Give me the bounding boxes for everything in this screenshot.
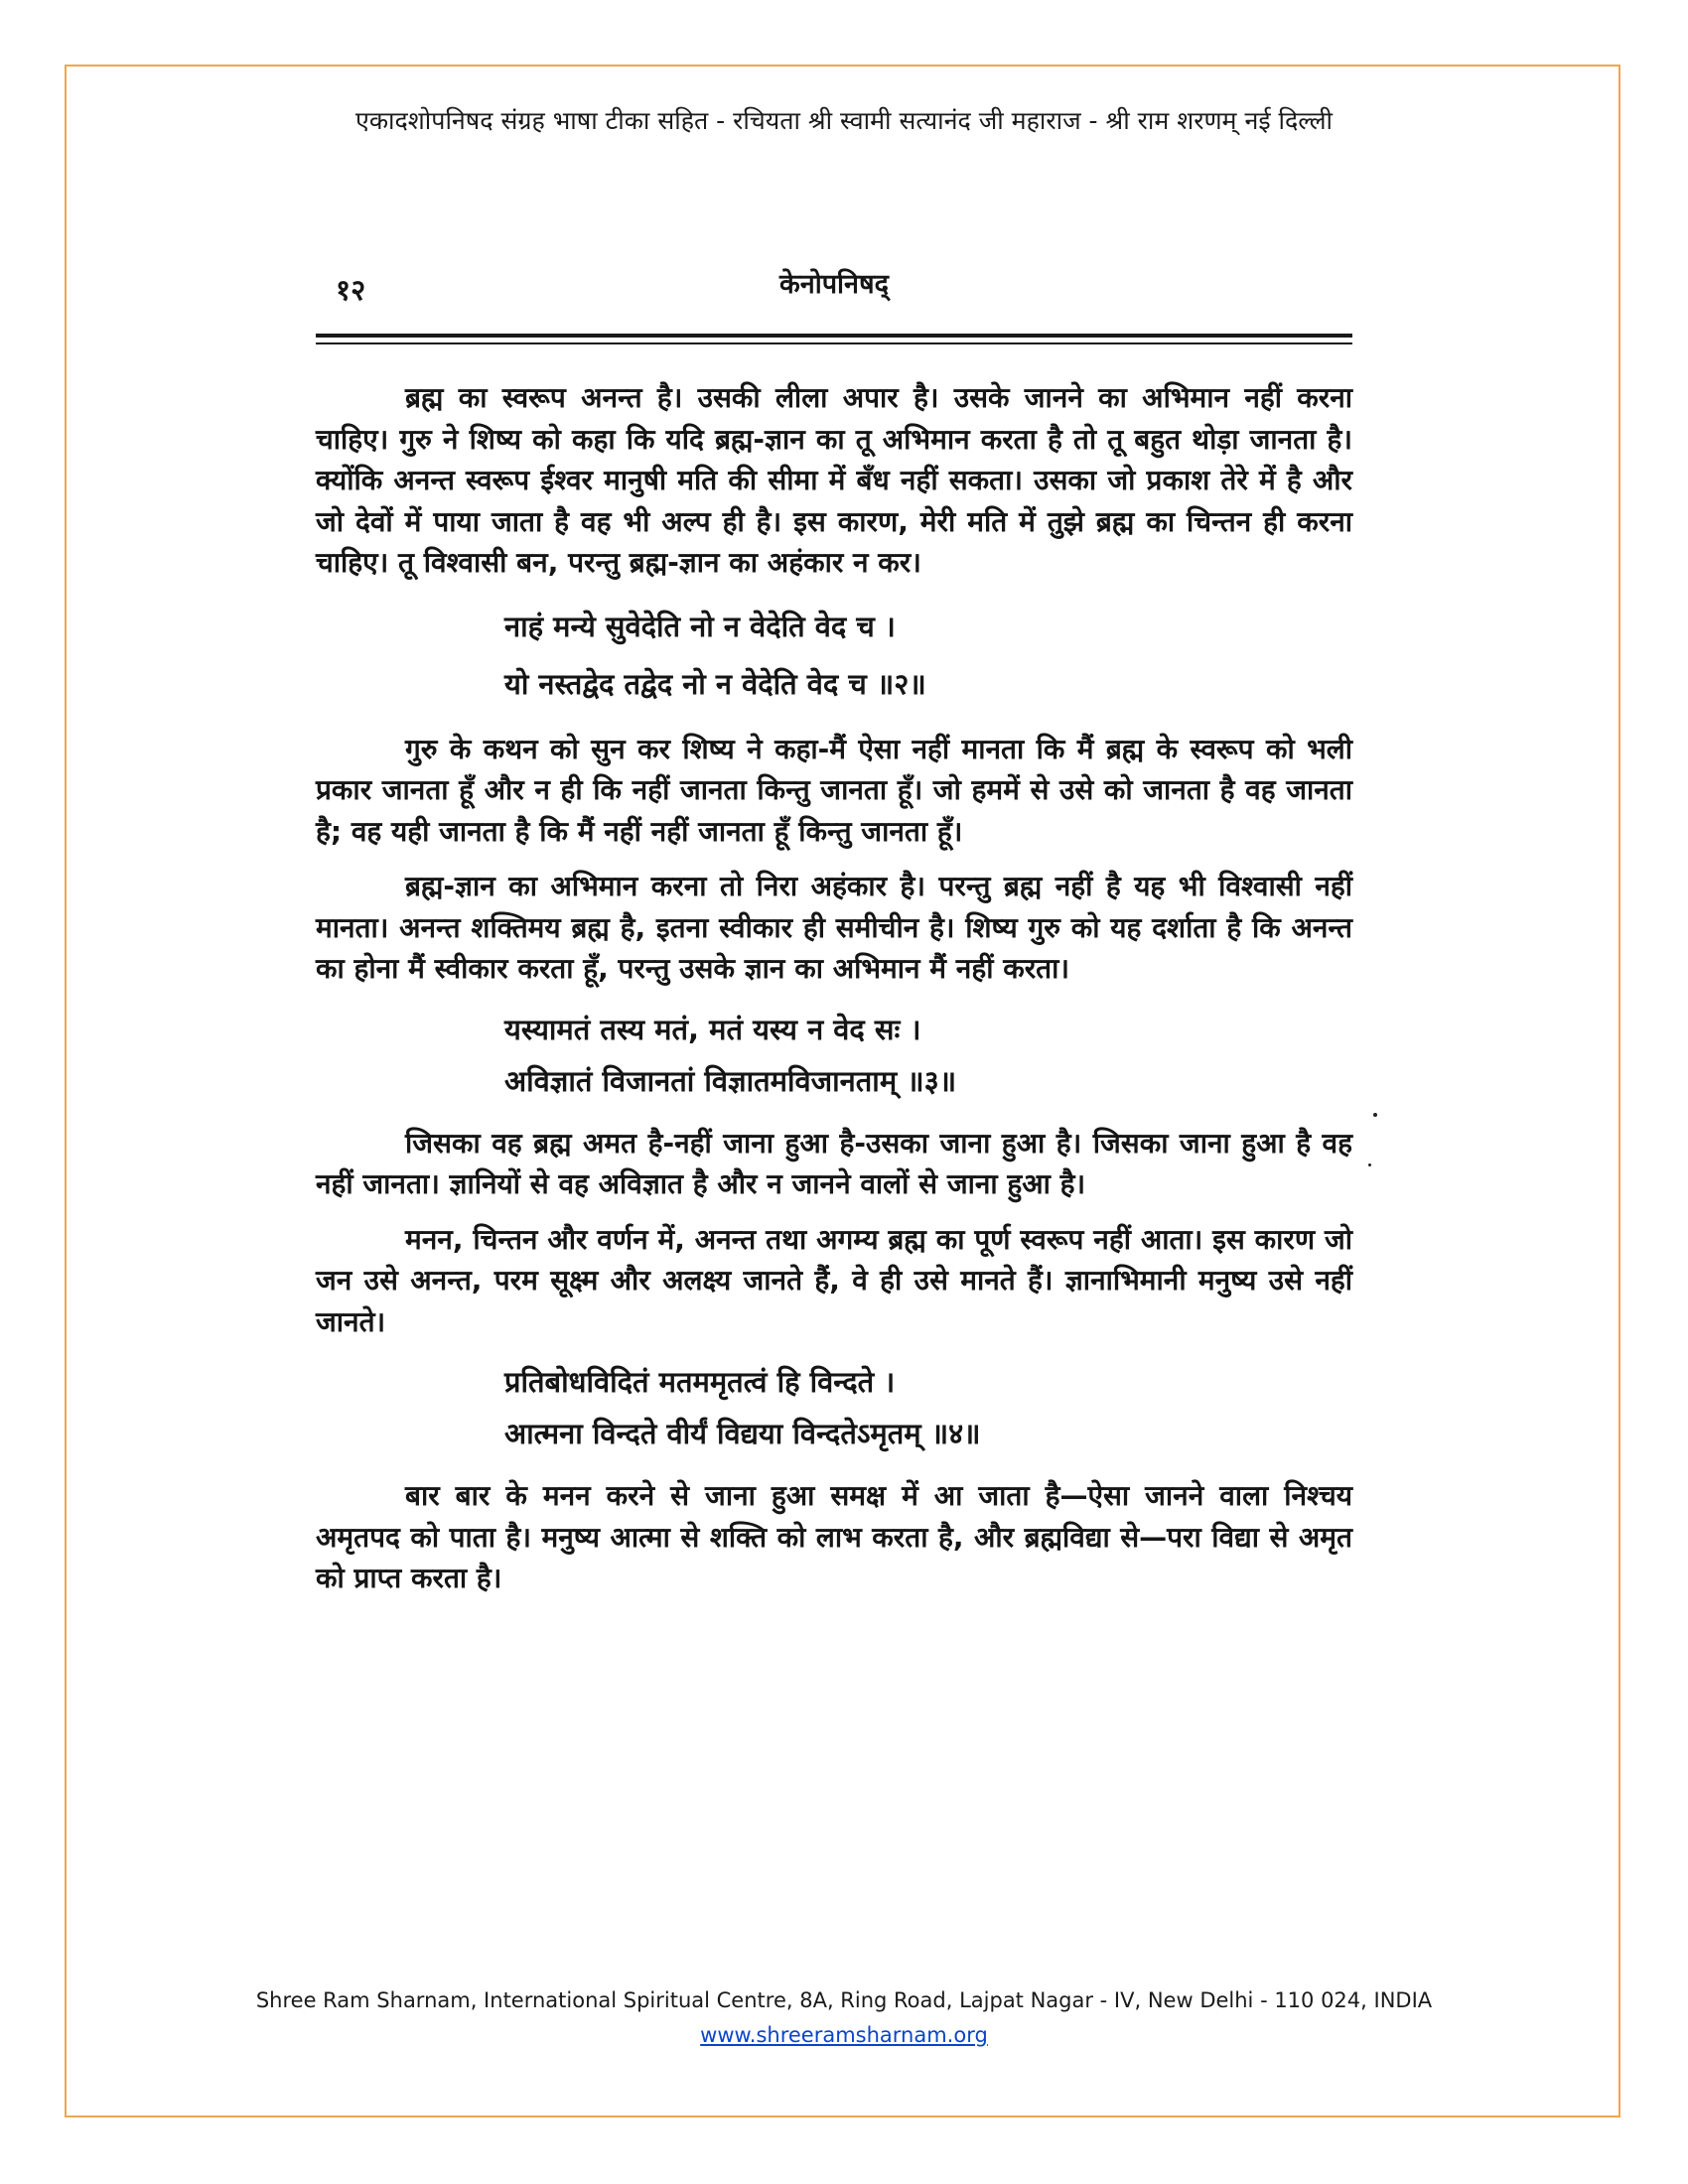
footer-website [0,2023,1688,2047]
paragraph: गुरु के कथन को सुन कर शिष्य ने कहा-मैं ऐसा नहीं मानता कि मैं ब्रह्म के स्वरूप को भली प्रकार जानता हूँ और न ही कि नहीं जानता किन्तु जानता हूँ। जो हममें से उसे को जानता है वह जानता है; वह यही जानता है कि मैं नहीं नहीं जानता हूँ किन्तु जानता हूँ। [316,732,1352,848]
chapter-title: केनोपनिषद् [779,269,889,300]
verse-3 [316,1004,1352,1107]
page-number: १२ [336,273,366,307]
paragraph: बार बार के मनन करने से जाना हुआ समक्ष में आ जाता है—ऐसा जानने वाला निश्चय अमृतपद को पाता है। मनुष्य आत्मा से शक्ति को लाभ करता है, और ब्रह्मविद्या से—परा विद्या से अमृत को प्राप्त करता है। [316,1479,1352,1594]
verse-line: नाहं मन्ये सुवेदेति नो न वेदेति वेद च । [504,609,896,643]
scan-speck [1373,1113,1377,1117]
scanned-page [316,246,1352,1594]
verse-line: आत्मना विन्दते वीर्यं विद्यया विन्दतेऽमृतम् ॥४॥ [504,1417,981,1450]
footer-address: Shree Ram Sharnam, International Spiritual Centre, 8A, Ring Road, Lajpat Nagar - IV, New Delhi - 110 024, INDIA [255,1988,1433,2012]
verse-line: अविज्ञातं विजानतां विज्ञातमविजानताम् ॥३॥ [504,1063,957,1098]
website-link[interactable]: www.shreeramsharnam.org [700,2023,988,2047]
verse-line: प्रतिबोधविदितं मतममृतत्वं हि विन्दते । [504,1365,896,1399]
verse-4 [316,1356,1352,1459]
verse-2 [316,598,1352,713]
scan-speck [1368,1163,1371,1166]
running-header: एकादशोपनिषद संग्रह भाषा टीका सहित - रचियता श्री स्वामी सत्यानंद जी महाराज - श्री राम शरणम् नई दिल्ली [355,106,1333,135]
header-rule-thin [316,342,1352,344]
verse-line: यस्यामतं तस्य मतं, मतं यस्य न वेद सः । [504,1012,921,1046]
scan-header [316,246,1352,320]
paragraph: ब्रह्म का स्वरूप अनन्त है। उसकी लीला अपार है। उसके जानने का अभिमान नहीं करना चाहिए। गुरु ने शिष्य को कहा कि यदि ब्रह्म-ज्ञान का तू अभिमान करता है तो तू बहुत थोड़ा जानता है। क्योंकि अनन्त स्वरूप ईश्वर मानुषी मति की सीमा में बँध नहीं सकता। उसका जो प्रकाश तेरे में है और जो देवों में पाया जाता है वह भी अल्प ही है। इस कारण, मेरी मति में तुझे ब्रह्म का चिन्तन ही करना चाहिए। तू विश्वासी बन, परन्तु ब्रह्म-ज्ञान का अहंकार न कर। [316,381,1352,579]
paragraph: मनन, चिन्तन और वर्णन में, अनन्त तथा अगम्य ब्रह्म का पूर्ण स्वरूप नहीं आता। इस कारण जो जन उसे अनन्त, परम सूक्ष्म और अलक्ष्य जानते हैं, वे ही उसे मानते हैं। ज्ञानाभिमानी मनुष्य उसे नहीं जानते। [316,1222,1352,1338]
header-rule-thick [316,334,1352,338]
paragraph: ब्रह्म-ज्ञान का अभिमान करना तो निरा अहंकार है। परन्तु ब्रह्म नहीं है यह भी विश्वासी नहीं मानता। अनन्त शक्तिमय ब्रह्म है, इतना स्वीकार ही समीचीन है। शिष्य गुरु को यह दर्शाता है कि अनन्त का होना मैं स्वीकार करता हूँ, परन्तु उसके ज्ञान का अभिमान मैं नहीं करता। [316,870,1352,985]
scan-body [316,377,1352,1613]
paragraph: जिसका वह ब्रह्म अमत है-नहीं जाना हुआ है-उसका जाना हुआ है। जिसका जाना हुआ है वह नहीं जानता। ज्ञानियों से वह अविज्ञात है और न जानने वालों से जाना हुआ है। [316,1126,1352,1200]
verse-line: यो नस्तद्वेद तद्वेद नो न वेदेति वेद च ॥२॥ [504,666,926,701]
